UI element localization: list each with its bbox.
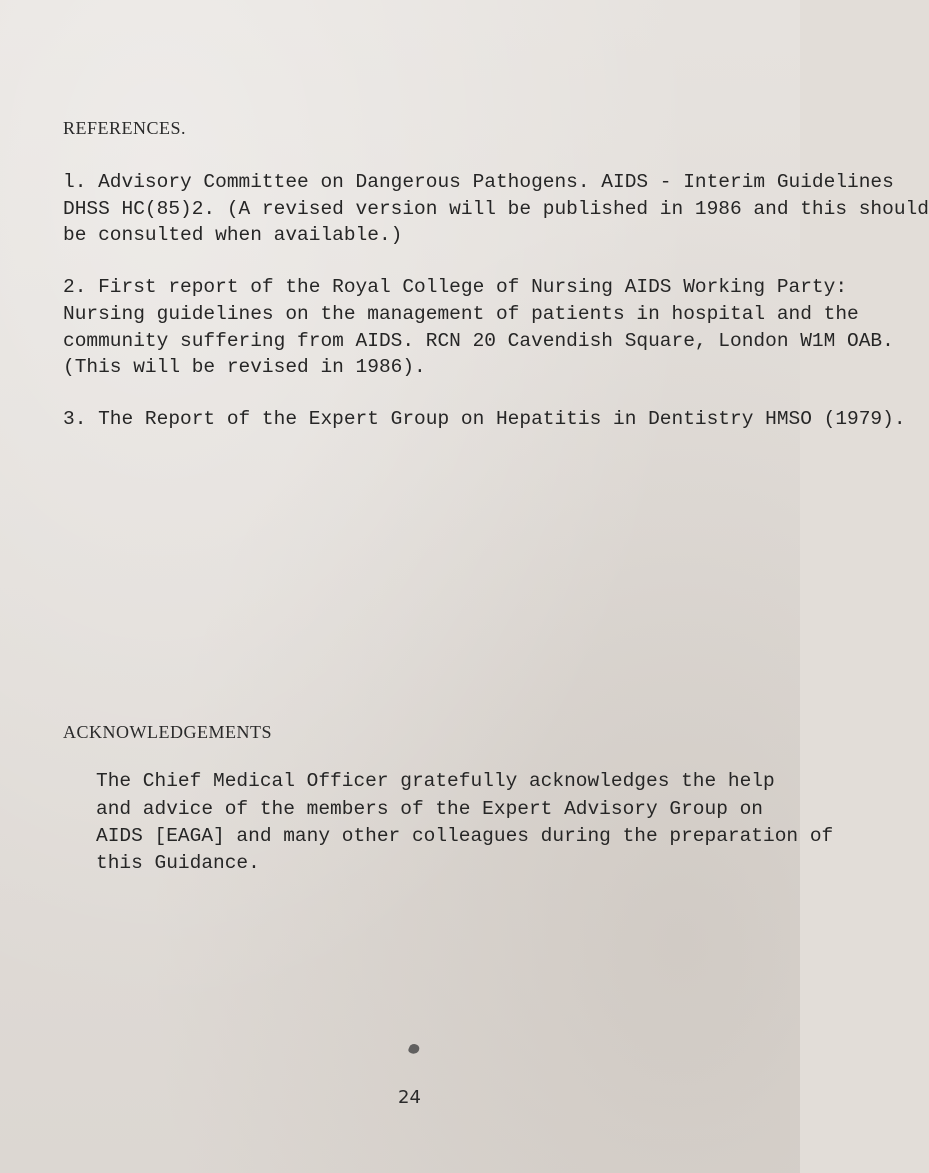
- acknowledgements-line-2: and advice of the members of the Expert Advisory Group on: [96, 798, 764, 820]
- reference-2-line-2: Nursing guidelines on the management of patients in hospital and the: [63, 303, 859, 325]
- acknowledgements-heading: ACKNOWLEDGEMENTS: [63, 722, 272, 742]
- acknowledgements-line-1: The Chief Medical Officer gratefully acknowledges the help: [96, 770, 775, 792]
- reference-1-line-3: be consulted when available.): [63, 224, 403, 246]
- reference-1-line-1: l. Advisory Committee on Dangerous Pathogens. AIDS - Interim Guidelines: [63, 171, 894, 193]
- reference-2-line-3: community suffering from AIDS. RCN 20 Cavendish Square, London W1M OAB.: [63, 330, 894, 352]
- page-number: 24: [398, 1087, 421, 1108]
- references-heading: REFERENCES.: [63, 118, 187, 138]
- reference-1-line-2: DHSS HC(85)2. (A revised version will be published in 1986 and this should: [63, 198, 929, 220]
- acknowledgements-line-4: this Guidance.: [96, 852, 260, 874]
- acknowledgements-line-3: AIDS [EAGA] and many other colleagues during the preparation of: [96, 825, 834, 847]
- reference-2-line-4: (This will be revised in 1986).: [63, 356, 426, 378]
- reference-3-line-1: 3. The Report of the Expert Group on Hepatitis in Dentistry HMSO (1979).: [63, 408, 906, 430]
- ink-mark: [407, 1042, 420, 1055]
- reference-2-line-1: 2. First report of the Royal College of Nursing AIDS Working Party:: [63, 276, 848, 298]
